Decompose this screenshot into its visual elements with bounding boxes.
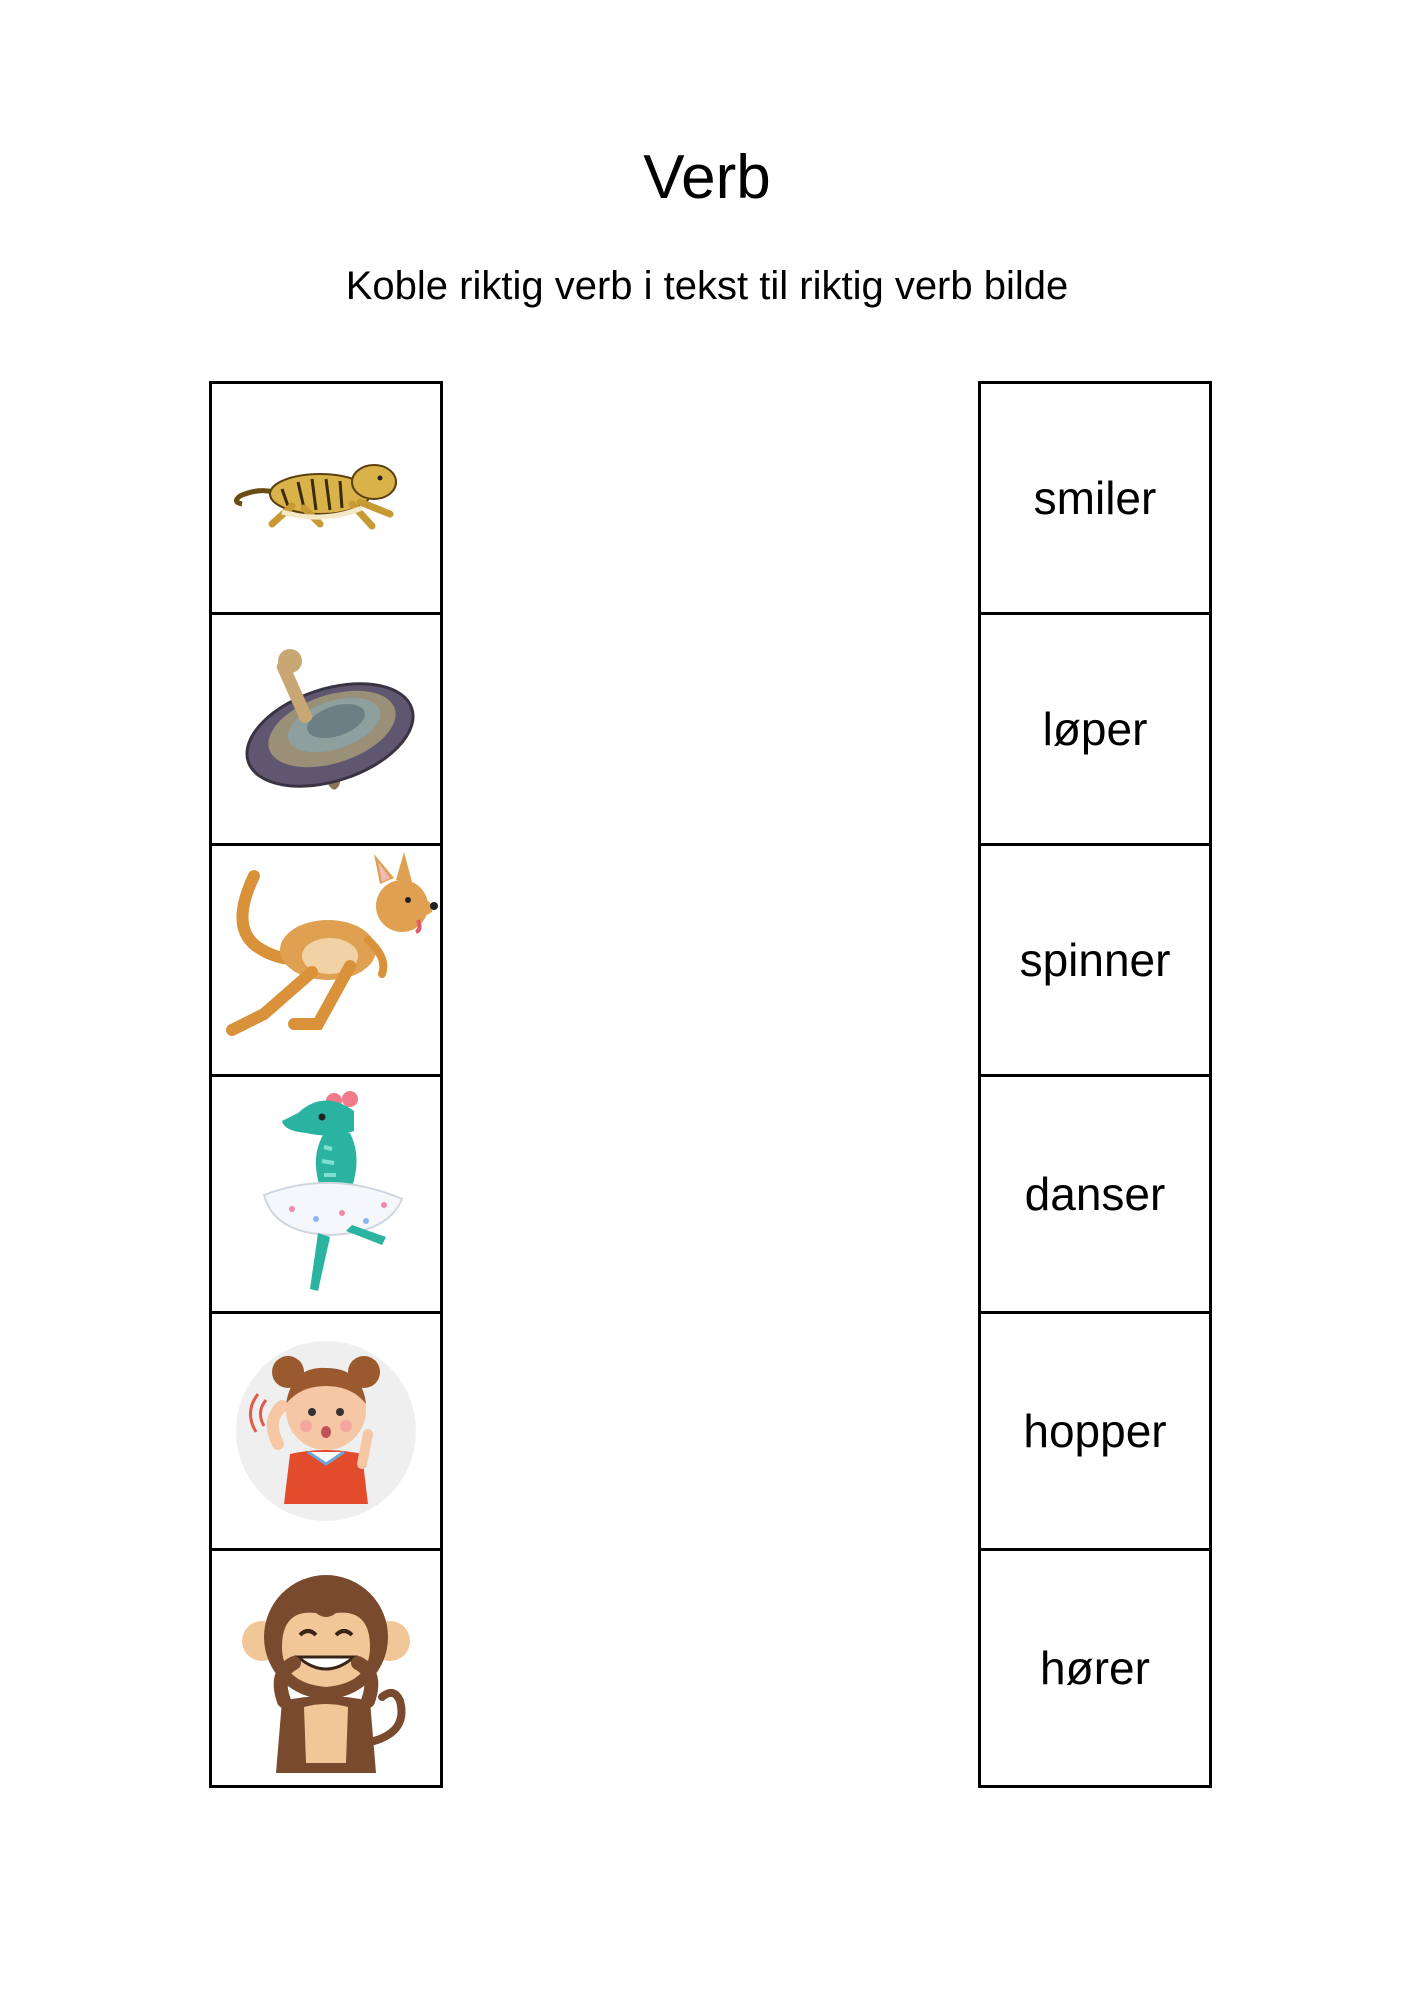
page-title: Verb (643, 143, 771, 212)
picture-column (209, 381, 443, 1788)
spinning-top-icon (212, 615, 440, 843)
picture-box-4[interactable] (209, 1074, 443, 1314)
picture-box-1[interactable] (209, 381, 443, 615)
word-label: danser (1024, 1168, 1166, 1220)
word-label: smiler (1033, 472, 1157, 524)
word-label: løper (1042, 703, 1148, 755)
word-box-4[interactable] (978, 1074, 1212, 1314)
picture-box-5[interactable] (209, 1311, 443, 1551)
monkey-smiling-icon (212, 1551, 440, 1785)
word-box-6[interactable] (978, 1548, 1212, 1788)
word-box-5[interactable] (978, 1311, 1212, 1551)
dinosaur-dancing-icon (212, 1077, 440, 1311)
word-box-1[interactable] (978, 381, 1212, 615)
picture-box-2[interactable] (209, 612, 443, 846)
girl-listening-icon (212, 1314, 440, 1548)
word-box-3[interactable] (978, 843, 1212, 1077)
tiger-running-icon (212, 384, 440, 612)
picture-box-6[interactable] (209, 1548, 443, 1788)
word-label: hopper (1023, 1405, 1167, 1457)
word-column (978, 381, 1212, 1788)
word-label: hører (1040, 1642, 1150, 1694)
word-label: spinner (1019, 934, 1171, 986)
instructions: Koble riktig verb i tekst til riktig verb bilde (345, 264, 1069, 308)
picture-box-3[interactable] (209, 843, 443, 1077)
word-box-2[interactable] (978, 612, 1212, 846)
kangaroo-jumping-icon (212, 846, 440, 1074)
